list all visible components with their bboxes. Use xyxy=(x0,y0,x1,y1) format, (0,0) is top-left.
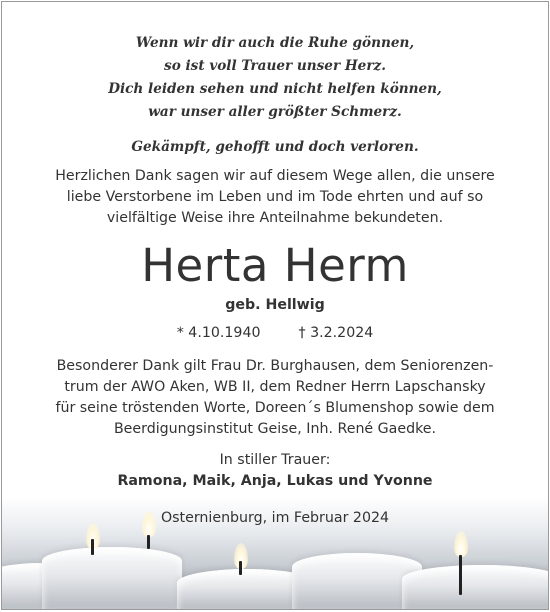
wick xyxy=(459,555,462,595)
obituary-card xyxy=(1,1,549,610)
wick xyxy=(147,535,150,549)
death-date: † 3.2.2024 xyxy=(298,325,374,341)
candle xyxy=(42,547,182,609)
flame-icon xyxy=(454,531,468,557)
special-thanks-line: Besonderer Dank gilt Frau Dr. Burghausen, dem Seniorenzen- xyxy=(56,358,494,374)
place-date: Osternienburg, im Februar 2024 xyxy=(160,510,390,526)
mourning-family: Ramona, Maik, Anja, Lukas und Yvonne xyxy=(117,473,433,489)
poem-line: so ist voll Trauer unser Herz. xyxy=(164,58,386,74)
poem-line: Wenn wir dir auch die Ruhe gönnen, xyxy=(135,35,415,51)
thanks-line: Herzlichen Dank sagen wir auf diesem Wege allen, die unsere xyxy=(55,168,495,184)
special-thanks-line: Beerdigungsinstitut Geise, Inh. René Gaedke. xyxy=(113,421,437,437)
born-name: geb. Hellwig xyxy=(225,297,325,313)
motto: Gekämpft, gehofft und doch verloren. xyxy=(131,139,419,155)
poem-line: war unser aller größter Schmerz. xyxy=(148,104,402,120)
birth-date: * 4.10.1940 xyxy=(176,325,261,341)
special-thanks-line: für seine tröstenden Worte, Doreen´s Blumenshop sowie dem xyxy=(55,400,495,416)
obituary-text xyxy=(2,32,548,528)
thanks-paragraph xyxy=(2,166,548,229)
candle xyxy=(402,565,549,609)
wick xyxy=(239,561,242,575)
thanks-line: vielfältige Weise ihre Anteilnahme bekundeten. xyxy=(106,210,444,226)
wick xyxy=(91,539,94,555)
life-dates xyxy=(2,323,548,343)
poem-line: Dich leiden sehen und nicht helfen können, xyxy=(108,81,442,97)
mourning-label: In stiller Trauer: xyxy=(219,452,331,468)
thanks-line: liebe Verstorbene im Leben und im Tode ehrten und auf so xyxy=(66,189,484,205)
poem xyxy=(2,32,548,124)
deceased-name: Herta Herm xyxy=(141,239,409,292)
special-thanks-paragraph xyxy=(2,356,548,440)
special-thanks-line: trum der AWO Aken, WB II, dem Redner Herrn Lapschansky xyxy=(64,379,486,395)
